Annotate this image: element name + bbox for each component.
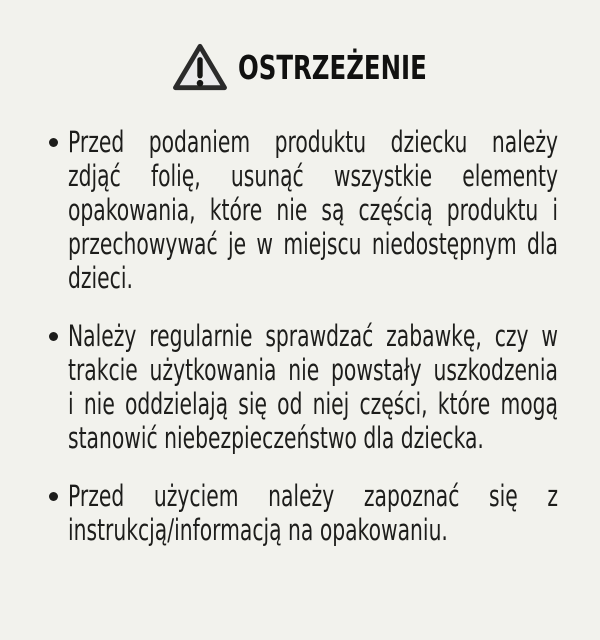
text-line: Przed podaniem produktu dziecku należy — [68, 125, 558, 159]
text-line: opakowania, które nie są częścią produktu i — [68, 193, 558, 227]
warning-header — [0, 40, 600, 94]
warning-triangle-icon — [171, 41, 229, 93]
text-line: i nie oddzielają się od niej części, które mogą — [68, 387, 558, 421]
text-line: dzieci. — [68, 261, 133, 295]
text-line: stanowić niebezpieczeństwo dla dziecka. — [68, 421, 484, 455]
bullet-text — [68, 319, 558, 455]
warning-list — [0, 125, 600, 547]
text-line: trakcie użytkowania nie powstały uszkodzenia — [68, 353, 558, 387]
bullet-dot — [49, 332, 58, 341]
warning-panel — [0, 40, 600, 640]
list-item — [0, 319, 600, 455]
list-item — [0, 125, 600, 295]
warning-notice-page — [0, 40, 600, 640]
list-item — [0, 479, 600, 547]
text-line: przechowywać je w miejscu niedostępnym dla — [68, 227, 558, 261]
text-line: Należy regularnie sprawdzać zabawkę, czy w — [68, 319, 558, 353]
text-line: instrukcją/informacją na opakowaniu. — [68, 513, 448, 547]
text-line: zdjąć folię, usunąć wszystkie elementy — [68, 159, 558, 193]
bullet-text — [68, 479, 558, 547]
bullet-dot — [49, 492, 58, 501]
bullet-text — [68, 125, 558, 295]
page-title: OSTRZEŻENIE — [237, 47, 427, 87]
text-line: Przed użyciem należy zapoznać się z — [68, 479, 558, 513]
bullet-dot — [49, 138, 58, 147]
